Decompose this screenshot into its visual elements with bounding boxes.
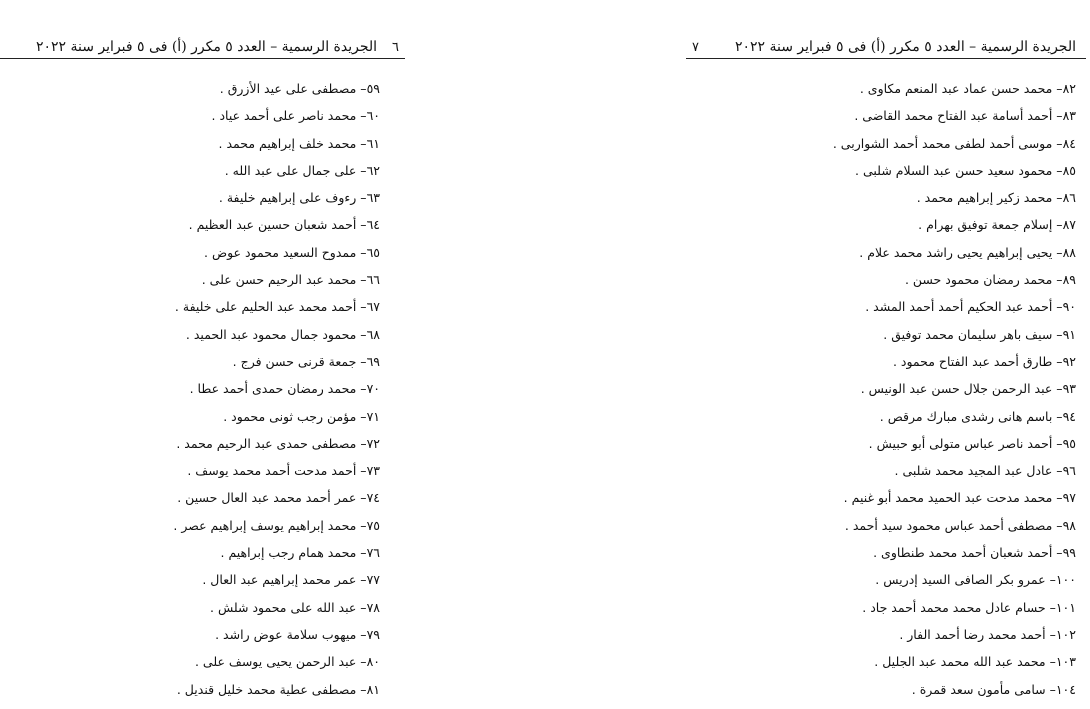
list-item: ٨٩– محمد رمضان محمود حسن . — [904, 272, 1076, 288]
right-page-header — [686, 36, 1086, 59]
left-page-header — [0, 36, 405, 59]
list-item: ٧١– مؤمن رجب ثونى محمود . — [223, 408, 380, 424]
list-item: ٨٣– أحمد أسامة عبد الفتاح محمد القاضى . — [854, 108, 1076, 124]
left-page — [0, 0, 420, 709]
list-item: ٩٨– مصطفى أحمد عباس محمود سيد أحمد . — [844, 517, 1076, 533]
list-item: ٩٩– أحمد شعبان أحمد محمد طنطاوى . — [873, 545, 1076, 561]
list-item: ٩٧– محمد مدحت عبد الحميد محمد أبو غنيم . — [843, 490, 1076, 506]
list-item: ٥٩– مصطفى على عيد الأزرق . — [219, 81, 380, 96]
list-item: ٧٦– محمد همام رجب إبراهيم . — [220, 545, 380, 561]
list-item: ٧٣– أحمد مدحت أحمد محمد يوسف . — [187, 463, 380, 479]
list-item: ٦٥– ممدوح السعيد محمود عوض . — [204, 244, 380, 260]
list-item: ٦٦– محمد عبد الرحيم حسن على . — [201, 272, 380, 288]
list-item: ٧٤– عمر أحمد محمد عبد العال حسين . — [177, 490, 380, 506]
list-item: ٨٠– عبد الرحمن يحيى يوسف على . — [194, 654, 380, 670]
list-item: ٧٩– ميهوب سلامة عوض راشد . — [215, 626, 380, 642]
right-page-header-title: الجريدة الرسمية – العدد ٥ مكرر (أ) فى ٥ فبراير سنة ٢٠٢٢ — [734, 39, 1076, 55]
list-item: ٧٨– عبد الله على محمود شلش . — [210, 599, 380, 615]
list-item: ٧٠– محمد رمضان حمدى أحمد عطا . — [189, 381, 380, 397]
list-item: ٦٤– أحمد شعبان حسين عبد العظيم . — [188, 217, 380, 233]
left-page-name-list — [0, 75, 380, 703]
list-item: ٦٨– محمود جمال محمود عبد الحميد . — [185, 326, 380, 342]
list-item: ٩٣– عبد الرحمن جلال حسن عبد الونيس . — [860, 381, 1076, 397]
list-item: ٧٢– مصطفى حمدى عبد الرحيم محمد . — [176, 435, 380, 451]
right-page-number: ٧ — [692, 39, 699, 55]
list-item: ٩٤– باسم هانى رشدى مبارك مرقص . — [879, 408, 1076, 424]
list-item: ٧٧– عمر محمد إبراهيم عبد العال . — [202, 572, 380, 588]
right-page — [680, 0, 1090, 709]
list-item: ٧٥– محمد إبراهيم يوسف إبراهيم عصر . — [173, 517, 380, 533]
list-item: ٨٤– موسى أحمد لطفى محمد أحمد الشواربى . — [832, 135, 1076, 151]
list-item: ٩٥– أحمد ناصر عباس متولى أبو حبيش . — [868, 435, 1076, 451]
list-item: ٨٥– محمود سعيد حسن عبد السلام شلبى . — [855, 162, 1076, 178]
list-item: ١٠٣– محمد عبد الله محمد عبد الجليل . — [874, 654, 1076, 670]
list-item: ٩٠– أحمد عبد الحكيم أحمد أحمد المشد . — [865, 299, 1076, 315]
list-item: ٦١– محمد خلف إبراهيم محمد . — [218, 135, 380, 151]
list-item: ١٠١– حسام عادل محمد محمد أحمد جاد . — [862, 599, 1076, 615]
list-item: ٨٨– يحيى إبراهيم يحيى راشد محمد علام . — [859, 244, 1076, 260]
list-item: ٨٦– محمد زكير إبراهيم محمد . — [916, 190, 1076, 206]
list-item: ٦٣– رءوف على إبراهيم خليفة . — [218, 190, 380, 206]
list-item: ٦٧– أحمد محمد عبد الحليم على خليفة . — [174, 299, 380, 315]
list-item: ٨٧– إسلام جمعة توفيق بهرام . — [918, 217, 1076, 233]
list-item: ٨١– مصطفى عطية محمد خليل قنديل . — [176, 681, 380, 697]
list-item: ٩٦– عادل عبد المجيد محمد شلبى . — [894, 463, 1076, 479]
list-item: ٨٢– محمد حسن عماد عبد المنعم مكاوى . — [859, 81, 1076, 96]
left-page-header-title: الجريدة الرسمية – العدد ٥ مكرر (أ) فى ٥ فبراير سنة ٢٠٢٢ — [36, 39, 378, 55]
left-page-number: ٦ — [392, 39, 399, 55]
list-item: ٦٠– محمد ناصر على أحمد عياد . — [211, 108, 380, 124]
list-item: ١٠٠– عمرو بكر الصافى السيد إدريس . — [875, 572, 1076, 588]
list-item: ٩١– سيف باهر سليمان محمد توفيق . — [883, 326, 1076, 342]
right-page-name-list — [680, 75, 1076, 703]
list-item: ١٠٢– أحمد محمد رضا أحمد الفار . — [899, 626, 1076, 642]
list-item: ٩٢– طارق أحمد عبد الفتاح محمود . — [892, 353, 1076, 369]
list-item: ٦٩– جمعة قرنى حسن فرج . — [232, 353, 380, 369]
list-item: ٦٢– على جمال على عبد الله . — [224, 162, 380, 178]
list-item: ١٠٤– سامى مأمون سعد قمرة . — [911, 681, 1076, 697]
